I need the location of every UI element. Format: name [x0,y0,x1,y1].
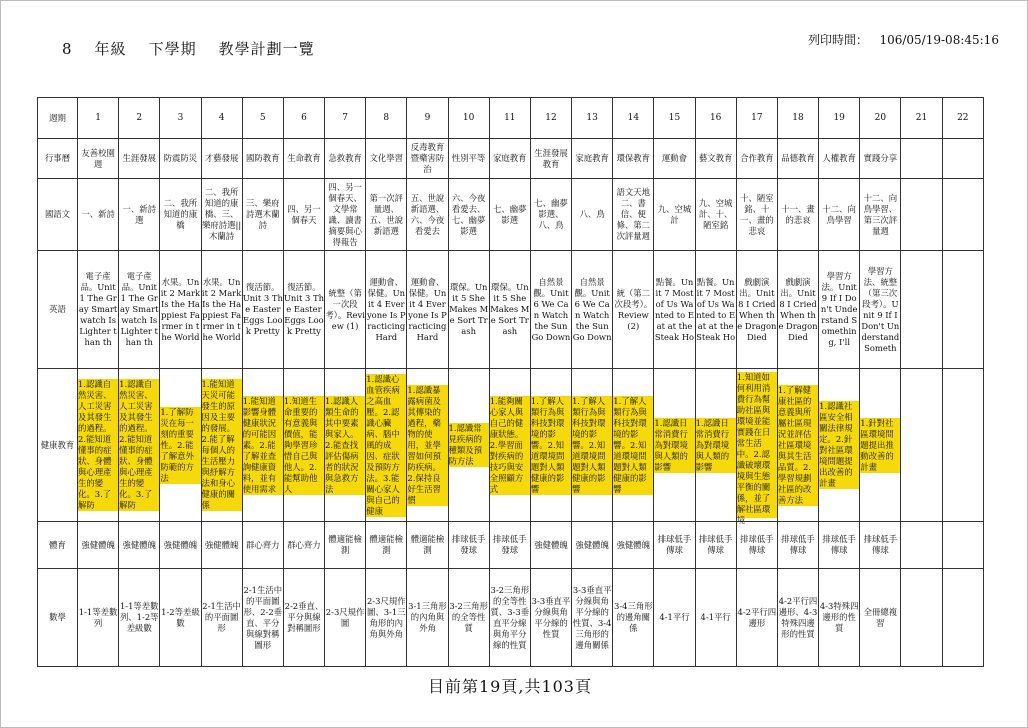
cell-text: 一、新詩選 [122,203,156,225]
math-cell [777,569,818,667]
cell-text: 統整（第一次段考）。Review (1) [325,287,365,331]
english-cell [613,251,654,369]
cell-text: 強健體魄 [81,539,115,550]
cell-text: 強健體魄 [575,539,609,550]
week-cell: 14 [613,98,654,139]
health-cell [901,369,942,522]
events-cell [613,139,654,179]
print-time-label: 列印時間： [808,33,869,47]
week-cell: 11 [489,98,530,139]
chinese-cell [407,179,448,251]
cell-text: 排球低手傳球 [822,534,856,555]
cell-text: 1.認識日常消費行為對環境與人類的影響 [696,418,736,473]
events-row [38,139,984,179]
chinese-cell [572,179,613,251]
math-cell [654,569,695,667]
english-cell [325,251,366,369]
pe-cell [942,522,983,569]
cell-text: 1-1等差數列 [78,606,118,628]
health-cell [283,369,324,522]
cell-text: 語文天地二、書信、便條、第二次評量週 [616,187,651,241]
cell-text: 文化學習 [369,153,404,163]
cell-text: 實踐分享 [863,153,898,163]
row-label: 體育 [38,522,78,569]
chinese-row [38,179,984,251]
math-cell [901,569,942,667]
cell-text: 六、今夜看愛去、七、幽夢影選 [451,192,486,236]
health-cell [654,369,695,522]
cell-text: 全冊總複習 [863,606,898,628]
row-label: 週期 [38,98,78,139]
health-cell [325,369,366,522]
cell-text: 十二、向鳥學習、第三次評量週 [863,192,898,236]
chinese-cell [695,179,736,251]
english-cell [736,251,777,369]
health-cell [78,369,119,522]
row-label: 數學 [38,569,78,667]
pe-cell [901,522,942,569]
cell-text: 群心齊力 [287,539,321,550]
print-time-value: 106/05/19-08:45:16 [879,33,999,47]
week-cell: 21 [901,98,942,139]
row-label: 英語 [38,251,78,369]
cell-text: 十二、向鳥學習 [822,203,856,225]
cell-text: 3-3垂直平分線與角平分線的性質、3-4三角形的邊角關係 [572,584,612,650]
cell-text: 4-2平行四邊形、4-3特殊四邊形的性質 [778,595,818,639]
health-cell [777,369,818,522]
cell-text: 3-3垂直平分線與角平分線的性質 [531,595,571,639]
cell-text: 藝文教育 [698,153,733,163]
cell-text: 家庭教育 [575,153,609,163]
pe-row [38,522,984,569]
events-cell [777,139,818,179]
events-cell [283,139,324,179]
cell-text: 2-3尺規作圖、3-1三角形的內角與外角 [366,595,406,639]
week-cell: 10 [448,98,489,139]
row-label: 健康教育 [38,369,78,522]
pe-cell [201,522,242,569]
events-cell [325,139,366,179]
cell-text: 1.了解防災在每一刻的重要性。2.能了解意外防範的方法 [160,407,200,484]
cell-text: 4-1平行 [659,612,690,622]
cell-text: 五、世說新語選、六、今夜看愛去 [410,192,445,236]
grade-label: 年級 [94,40,127,58]
chinese-cell [283,179,324,251]
week-cell: 13 [572,98,613,139]
events-cell [736,139,777,179]
chinese-cell [819,179,860,251]
health-row [38,369,984,522]
cell-text: 一、新詩 [81,209,115,219]
week-cell: 9 [407,98,448,139]
cell-text: 2-1生活中的平面圖形 [202,601,241,633]
english-cell [160,251,201,369]
cell-text: 排球低手傳球 [863,534,898,555]
events-cell [654,139,695,179]
cell-text: 人權教育 [822,153,856,163]
semester-label: 下學期 [148,40,197,58]
english-cell [901,251,942,369]
week-cell: 3 [160,98,201,139]
cell-text: 二、我所知道的康橋 [163,198,198,230]
row-label: 國語文 [38,179,78,251]
cell-text: 排球低手傳球 [698,534,733,555]
cell-text: 友善校園週 [81,147,115,169]
math-cell [283,569,324,667]
cell-text: 十一、畫的悲哀 [781,203,815,225]
math-cell [530,569,571,667]
cell-text: 排球低手傳球 [657,534,692,555]
health-cell [160,369,201,522]
cell-text: 運動會、保健。Unit 4 Everyone Is Practicing Hard [408,276,447,342]
cell-text: 3-4三角形的邊角關係 [614,601,653,633]
events-cell [489,139,530,179]
chinese-cell [119,179,160,251]
cell-text: 電子產品。Unit 1 The Gray Smartwatch Is Lighter than th [120,271,159,347]
health-cell [860,369,901,522]
pe-cell [160,522,201,569]
english-cell [819,251,860,369]
cell-text: 戲劇演出。Unit 8 I Cried When the Dragon Died [737,276,777,342]
cell-text: 1.認識常見疾病的種類及預防方法 [449,423,489,467]
chinese-cell [78,179,119,251]
events-cell [942,139,983,179]
cell-text: 戲劇演出。Unit 8 I Cried When the Dragon Died [778,276,818,342]
english-cell [695,251,736,369]
cell-text: 排球低手傳球 [781,534,815,555]
cell-text: 1-1等差數列、1-2等差級數 [119,601,159,633]
english-cell [654,251,695,369]
cell-text: 排球低手發球 [493,534,527,555]
cell-text: 合作教育 [740,153,774,163]
page-counter: 目前第19頁,共103頁 [428,677,592,696]
health-cell [695,369,736,522]
cell-text: 環保。Unit 5 She Makes Me Sort Trash [449,282,489,336]
events-cell [366,139,407,179]
cell-text: 四、另一個春天、文學常識、讀書摘要與心得報告 [328,181,362,247]
events-cell [242,139,283,179]
cell-text: 1.了解人類行為與科技對環境的影響。2.知道環境問題對人類健康的影響 [572,396,612,495]
chinese-cell [530,179,571,251]
cell-text: 2-2垂直、平分與線對稱圖形 [284,601,324,633]
cell-text: 2-1生活中的平面圖形、2-2垂直、平分與線對稱圖形 [243,584,283,650]
cell-text: 1.認識暴露病菌及其傳染的過程，藥物的使用，並學習如何預防疾病。2.保持良好生活習慣 [407,385,447,506]
cell-text: 1.能知道天災可能發生的原因及主要的發展。2.能了解每個人的生活壓力與紓解方法和身心健康的關係 [202,379,242,511]
health-cell [489,369,530,522]
cell-text: 1.能知道影響身體健康狀況的可能因素。2.能了解並查詢健康資料，並有使用需求 [243,396,283,495]
events-cell [572,139,613,179]
cell-text: 學習方法、統整（第三次段考）。Unit 9 If I Don't Understand Someth [861,265,900,353]
cell-text: 十、陋室銘、十一、畫的悲哀 [740,192,774,236]
chinese-cell [942,179,983,251]
grade-number: 8 [62,40,73,58]
math-cell [448,569,489,667]
cell-text: 1.認識自然災害、人工災害及其發生的過程。2.能知道懂事的症狀、身體與心理產生的變化。3.了解防 [119,379,159,511]
chinese-cell [160,179,201,251]
print-time [808,31,999,48]
events-cell [407,139,448,179]
cell-text: 第一次評量週、五、世說新語選 [369,192,404,236]
english-cell [366,251,407,369]
math-cell [860,569,901,667]
week-cell: 17 [736,98,777,139]
cell-text: 1.認識心血管疾病之高血壓。2.認識心臟病、腦中風的成因、症狀及預防方法。3.能關心家人與自己的健康 [366,374,406,517]
pe-cell [283,522,324,569]
math-cell [201,569,242,667]
cell-text: 點餐。Unit 7 Most of Us Wanted to Eat at the Steak Ho [696,276,736,342]
events-cell [119,139,160,179]
chinese-cell [860,179,901,251]
week-cell: 8 [366,98,407,139]
cell-text: 八、鳥 [579,209,605,219]
cell-text: 群心齊力 [246,539,280,550]
pe-cell [654,522,695,569]
cell-text: 排球低手傳球 [740,534,774,555]
math-cell [407,569,448,667]
events-cell [860,139,901,179]
math-cell [613,569,654,667]
week-cell: 18 [777,98,818,139]
cell-text: 自然景觀。Unit 6 We Can Watch the Sun Go Down [531,276,571,342]
week-cell: 7 [325,98,366,139]
math-cell [736,569,777,667]
cell-text: 九、空城計、十、陋室銘 [698,198,733,230]
math-cell [325,569,366,667]
cell-text: 1.了解人類行為與科技對環境的影響。2.知道環境問題對人類健康的影響 [613,396,653,495]
english-cell [448,251,489,369]
english-cell [777,251,818,369]
math-cell [119,569,160,667]
health-cell [819,369,860,522]
cell-text: 體適能檢測 [410,534,445,555]
english-cell [530,251,571,369]
cell-text: 防震防災 [163,153,198,163]
health-cell [530,369,571,522]
cell-text: 生命教育 [287,153,321,163]
english-cell [119,251,160,369]
week-cell: 4 [201,98,242,139]
week-cell: 22 [942,98,983,139]
english-cell [860,251,901,369]
row-label: 行事曆 [38,139,78,179]
pe-cell [613,522,654,569]
week-cell: 6 [283,98,324,139]
cell-text: 體適能檢測 [369,534,404,555]
week-row [38,98,984,139]
english-cell [942,251,983,369]
cell-text: 急救教育 [328,153,362,163]
cell-text: 強健體魄 [616,539,651,550]
math-cell [366,569,407,667]
health-cell [119,369,160,522]
cell-text: 才藝發展 [204,153,239,163]
cell-text: 強健體魄 [534,539,568,550]
cell-text: 復活節。Unit 3 The Easter Eggs Look Pretty [283,282,325,336]
cell-text: 4-3特殊四邊形的性質 [819,601,859,633]
cell-text: 二、我所知道的康橋、三、樂府詩選||木蘭詩 [202,187,242,241]
cell-text: 反毒教育暨藥害防治 [410,142,445,174]
cell-text: 3-1三角形的內角與外角 [408,601,447,633]
events-cell [819,139,860,179]
cell-text: 1.了解人類行為與科技對環境的影響。2.知道環境問題對人類健康的影響 [531,396,571,495]
pe-cell [736,522,777,569]
chinese-cell [366,179,407,251]
week-cell: 1 [78,98,119,139]
cell-text: 復活節。Unit 3 The Easter Eggs Look Pretty [242,282,283,336]
cell-text: 電子產品。Unit 1 The Gray Smartwatch Is Lighter than th [78,271,118,347]
cell-text: 1.了解健康社區的意義與所屬社區現況並評估社區環境與其生活品質。2.學習規劃社區的改善方法 [778,385,818,506]
chinese-cell [242,179,283,251]
chinese-cell [736,179,777,251]
cell-text: 4-2平行四邊形 [737,606,777,628]
events-cell [201,139,242,179]
health-cell [572,369,613,522]
cell-text: 國防教育 [246,153,280,163]
cell-text: 九、空城計 [657,203,692,225]
cell-text: 1.能夠關心家人與自己的健康狀態。2.學習面對疾病的技巧與安全照顧方式 [490,396,530,495]
teaching-plan-table [37,97,984,667]
cell-text: 排球低手發球 [451,534,486,555]
english-cell [201,251,242,369]
events-cell [901,139,942,179]
pe-cell [572,522,613,569]
week-cell: 19 [819,98,860,139]
week-cell: 5 [242,98,283,139]
pe-cell [366,522,407,569]
cell-text: 性別平等 [451,153,486,163]
cell-text: 生涯發展 [122,153,156,163]
english-cell [489,251,530,369]
english-cell [242,251,283,369]
health-cell [736,369,777,525]
cell-text: 水果。Unit 2 Mark Is the Happiest Farmer in the World [160,276,201,342]
pe-cell [119,522,160,569]
pe-cell [819,522,860,569]
cell-text: 點餐。Unit 7 Most of Us Wanted to Eat at the Steak Ho [654,276,695,342]
health-cell [242,369,283,522]
cell-text: 1.針對社區環境問題提出推動改善的計畫 [860,418,900,473]
math-cell [942,569,983,667]
events-cell [695,139,736,179]
cell-text: 1.知道如何利用消費行為幫助社區與環境並能實踐在日常生活中。2.認識破壞環境與生態平衡的關係，並了解社區環境 [737,372,777,518]
cell-text: 統（第二次段考）。Review (2) [614,287,653,331]
pe-cell [325,522,366,569]
cell-text: 運動會 [661,153,688,163]
cell-text: 4-1平行 [700,612,731,622]
chinese-cell [489,179,530,251]
cell-text: 1.認識自然災害、人工災害及其發生的過程。2.能知道懂事的症狀、身體與心理產生的變化。3.了解防 [78,379,118,511]
pe-cell [242,522,283,569]
cell-text: 學習方法。Unit 9 If I Don't Understand Something, I'll [820,271,858,347]
pe-cell [489,522,530,569]
pe-cell [695,522,736,569]
health-cell [407,369,448,522]
math-cell [160,569,201,667]
chinese-cell [325,179,366,251]
cell-text: 環保教育 [616,153,651,163]
health-cell [942,369,983,522]
cell-text: 1.認識人類生命的其中要素與家人。2.能查找評估傷病者的狀況與急救方法 [325,396,365,495]
cell-text: 1.認識社區安全相關法律規定。2.針對社區環境問題提出改善的計畫 [819,401,859,489]
week-cell: 16 [695,98,736,139]
cell-text: 七、幽夢影選 [493,203,527,225]
cell-text: 強健體魄 [122,539,156,550]
cell-text: 1.知道生命重要的有意義與價值，能夠學習珍惜自己與他人。2.能幫助他人 [284,396,324,495]
cell-text: 七、幽夢影選、八、鳥 [534,198,568,230]
english-row [38,251,984,369]
cell-text: 家庭教育 [493,153,527,163]
cell-text: 三、樂府詩選木蘭詩 [246,198,280,230]
cell-text: 1-2等差級數 [161,606,200,628]
math-cell [242,569,283,667]
chinese-cell [448,179,489,251]
math-cell [489,569,530,667]
cell-text: 3-2三角形的全等性質 [449,601,488,633]
cell-text: 生涯發展教育 [534,147,568,169]
english-cell [407,251,448,369]
math-cell [819,569,860,667]
cell-text: 1.認識日常消費行為對環境與人類的影響 [654,418,694,473]
math-cell [572,569,613,667]
events-cell [160,139,201,179]
cell-text: 運動會、保健。Unit 4 Everyone Is Practicing Hard [366,276,406,342]
health-cell [201,369,242,522]
math-cell [78,569,119,667]
cell-text: 強健體魄 [163,539,198,550]
week-cell: 15 [654,98,695,139]
english-cell [78,251,119,369]
cell-text: 品德教育 [781,153,815,163]
chinese-cell [654,179,695,251]
english-cell [283,251,324,369]
pe-cell [777,522,818,569]
math-cell [695,569,736,667]
cell-text: 強健體魄 [204,539,239,550]
pe-cell [860,522,901,569]
cell-text: 環保。Unit 5 She Makes Me Sort Trash [490,282,530,336]
document-title: 教學計劃一覽 [218,40,315,58]
cell-text: 3-2三角形的全等性質、3-3垂直平分線與角平分線的性質 [490,584,530,650]
page-title [62,38,315,59]
events-cell [448,139,489,179]
math-row [38,569,984,667]
health-cell [613,369,654,522]
cell-text: 2-3尺規作圖 [325,606,365,628]
cell-text: 體適能檢測 [328,534,362,555]
events-cell [78,139,119,179]
pe-cell [407,522,448,569]
events-cell [530,139,571,179]
pe-cell [448,522,489,569]
chinese-cell [901,179,942,251]
cell-text: 水果。Unit 2 Mark Is the Happiest Farmer in the World [201,276,242,342]
week-cell: 20 [860,98,901,139]
cell-text: 四、另一個春天 [287,203,321,225]
health-cell [448,369,489,522]
chinese-cell [201,179,242,251]
health-cell [366,369,407,522]
chinese-cell [613,179,654,251]
week-cell: 2 [119,98,160,139]
week-cell: 12 [530,98,571,139]
english-cell [572,251,613,369]
pe-cell [78,522,119,569]
chinese-cell [777,179,818,251]
pe-cell [530,522,571,569]
cell-text: 自然景觀。Unit 6 We Can Watch the Sun Go Down [572,276,612,342]
